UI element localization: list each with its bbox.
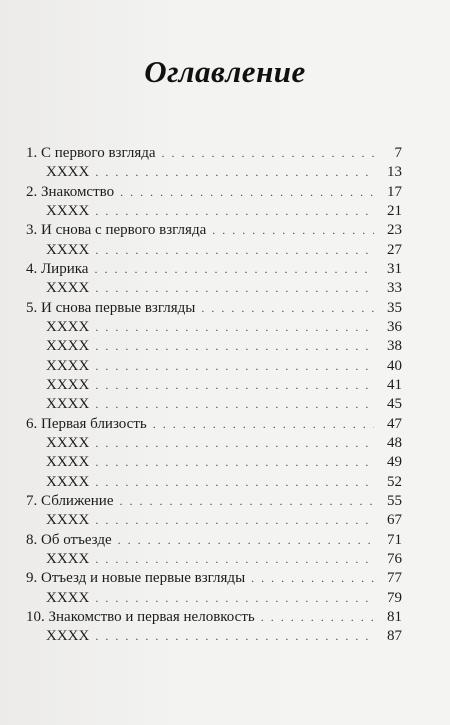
toc-entry bbox=[26, 492, 402, 511]
dot-leader bbox=[95, 473, 374, 492]
toc-subentry bbox=[26, 511, 402, 530]
toc-page-number: 31 bbox=[387, 260, 402, 277]
toc-page-number: 47 bbox=[387, 415, 402, 432]
toc-page-number: 87 bbox=[387, 628, 402, 645]
toc-page-number: 45 bbox=[387, 396, 402, 413]
toc-entry-label: 9. Отъезд и новые первые взгляды bbox=[26, 570, 246, 587]
toc-page-number: 35 bbox=[387, 299, 402, 316]
toc-subentry bbox=[26, 395, 402, 414]
dot-leader bbox=[95, 241, 374, 260]
toc-subentry bbox=[26, 453, 402, 472]
toc-subentry bbox=[26, 376, 402, 395]
toc-entry bbox=[26, 531, 402, 550]
toc-entry-label: XXXX bbox=[46, 164, 90, 181]
dot-leader bbox=[95, 395, 374, 414]
toc-subentry bbox=[26, 627, 402, 646]
toc-page-number: 21 bbox=[387, 202, 402, 219]
toc-subentry bbox=[26, 434, 402, 453]
dot-leader bbox=[153, 415, 374, 434]
toc-subentry bbox=[26, 550, 402, 569]
toc-subentry bbox=[26, 318, 402, 337]
toc-subentry bbox=[26, 241, 402, 260]
toc-entry-label: 10. Знакомство и первая неловкость bbox=[26, 608, 255, 625]
toc-page-number: 13 bbox=[387, 164, 402, 181]
toc-page-number: 7 bbox=[394, 145, 402, 161]
toc-entry bbox=[26, 144, 402, 163]
toc-entry bbox=[26, 221, 402, 240]
dot-leader bbox=[95, 318, 374, 337]
dot-leader bbox=[120, 492, 375, 511]
toc-entry-label: XXXX bbox=[46, 628, 90, 645]
dot-leader bbox=[95, 511, 374, 530]
toc-entry bbox=[26, 183, 402, 202]
toc-entry bbox=[26, 608, 402, 627]
toc-entry-label: XXXX bbox=[46, 473, 90, 490]
toc-page-number: 81 bbox=[387, 608, 402, 625]
toc-page-number: 77 bbox=[387, 570, 402, 587]
dot-leader bbox=[95, 453, 374, 472]
toc-subentry bbox=[26, 163, 402, 182]
toc-page-number: 17 bbox=[387, 183, 402, 200]
toc-entry-label: 4. Лирика bbox=[26, 260, 89, 277]
toc-page-number: 48 bbox=[387, 434, 402, 451]
toc-entry-label: XXXX bbox=[46, 512, 90, 529]
toc-page-number: 41 bbox=[387, 376, 402, 393]
dot-leader bbox=[95, 589, 374, 608]
toc-entry-label: XXXX bbox=[46, 357, 90, 374]
toc-entry-label: XXXX bbox=[46, 396, 90, 413]
toc-page-number: 79 bbox=[387, 589, 402, 606]
toc-page-number: 23 bbox=[387, 222, 402, 239]
page-title: Оглавление bbox=[144, 54, 306, 89]
toc-page-number: 36 bbox=[387, 318, 402, 335]
toc-entry-label: XXXX bbox=[46, 202, 90, 219]
toc-page-number: 52 bbox=[387, 473, 402, 490]
dot-leader bbox=[94, 260, 374, 279]
toc-subentry bbox=[26, 357, 402, 376]
toc-page-number: 71 bbox=[387, 531, 402, 548]
dot-leader bbox=[120, 183, 374, 202]
toc-entry-label: 8. Об отъезде bbox=[26, 531, 112, 548]
toc-subentry bbox=[26, 202, 402, 221]
table-of-contents bbox=[26, 144, 402, 647]
dot-leader bbox=[261, 608, 374, 627]
toc-entry-label: 2. Знакомство bbox=[26, 183, 115, 200]
toc-entry-label: XXXX bbox=[46, 241, 90, 258]
toc-subentry bbox=[26, 337, 402, 356]
toc-page-number: 55 bbox=[387, 492, 402, 509]
toc-entry-label: 6. Первая близость bbox=[26, 415, 147, 432]
toc-entry bbox=[26, 569, 402, 588]
toc-subentry bbox=[26, 473, 402, 492]
toc-page-number: 38 bbox=[387, 338, 402, 355]
toc-page-number: 33 bbox=[387, 280, 402, 297]
dot-leader bbox=[95, 376, 374, 395]
toc-page-number: 27 bbox=[387, 241, 402, 258]
dot-leader bbox=[201, 299, 374, 318]
dot-leader bbox=[251, 569, 374, 588]
toc-page-number: 76 bbox=[387, 550, 402, 567]
toc-entry bbox=[26, 260, 402, 279]
toc-entry bbox=[26, 299, 402, 318]
dot-leader bbox=[212, 221, 374, 240]
toc-subentry bbox=[26, 589, 402, 608]
toc-entry-label: 3. И снова с первого взгляда bbox=[26, 222, 207, 239]
dot-leader bbox=[95, 202, 374, 221]
toc-entry-label: 5. И снова первые взгляды bbox=[26, 299, 196, 316]
toc-entry-label: XXXX bbox=[46, 589, 90, 606]
dot-leader bbox=[162, 144, 374, 163]
toc-entry-label: 7. Сближение bbox=[26, 492, 114, 509]
dot-leader bbox=[95, 163, 374, 182]
dot-leader bbox=[95, 357, 374, 376]
dot-leader bbox=[95, 627, 374, 646]
dot-leader bbox=[95, 434, 374, 453]
toc-subentry bbox=[26, 279, 402, 298]
toc-entry-label: XXXX bbox=[46, 550, 90, 567]
dot-leader bbox=[95, 279, 374, 298]
toc-entry-label: XXXX bbox=[46, 280, 90, 297]
toc-entry-label: XXXX bbox=[46, 318, 90, 335]
toc-entry-label: 1. С первого взгляда bbox=[26, 145, 156, 161]
toc-entry-label: XXXX bbox=[46, 454, 90, 471]
toc-entry bbox=[26, 415, 402, 434]
dot-leader bbox=[95, 550, 374, 569]
dot-leader bbox=[95, 337, 374, 356]
toc-entry-label: XXXX bbox=[46, 338, 90, 355]
toc-page-number: 49 bbox=[387, 454, 402, 471]
toc-entry-label: XXXX bbox=[46, 376, 90, 393]
toc-entry-label: XXXX bbox=[46, 434, 90, 451]
toc-page-number: 40 bbox=[387, 357, 402, 374]
toc-page-number: 67 bbox=[387, 512, 402, 529]
dot-leader bbox=[118, 531, 374, 550]
